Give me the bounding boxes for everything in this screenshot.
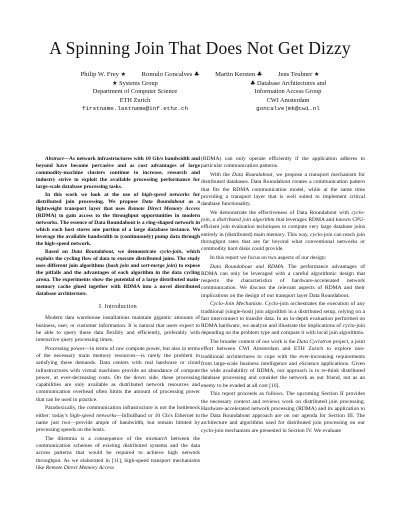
body-paragraph: Modern data warehouse installations maintain gigantic amounts of business, user, or customer information. It is natural that users expect to be able to query these data flexibly and efficiently, preferably with interactive query processing times. (36, 315, 200, 344)
star-icon: ★ (120, 71, 126, 78)
abstract-label: Abstract— (45, 156, 69, 162)
star-icon: ★ (112, 80, 118, 87)
body-paragraph: Data Roundabout and RDMA. The performance advantages of RDMA can only be leveraged with a careful algorithmic design that respects the characteristics of hardware-accelerated network communication. We discuss the relevant aspects of RDMA and their implications on the design of our transport layer Data Roundabout. (201, 263, 365, 299)
body-paragraph: This report proceeds as follows. The upcoming Section II provides the necessary context and reviews work on distributed join processing. Hardware-accelerated network processing (RDMA) and its application to the Data Roundabout approach are on our agenda for Section III. The architecture and algorithms used for distributed join processing on our cyclo-join mechanism are presented in Section IV. We evaluate (201, 391, 365, 434)
body-paragraph: Paradoxically, the communication infrastructure is not the bottleneck either: today's high-speed networks—InfiniBand or 10 Gb/s Ethernet to name just two—provide ample of bandwidth, but remain limited by processing speeds on the hosts. (36, 405, 200, 434)
abstract (36, 156, 200, 298)
email: firstname.lastname@inf.ethz.ch (81, 104, 189, 112)
club-icon: ♣ (256, 71, 263, 78)
abstract-paragraph: In this work we look at the use of high-speed networks for distributed join processing. We propose Data Roundabout as a lightweight transport layer that uses Remote Direct Memory Access (RDMA) to gain access to the throughput opportunities in modern networks. The essence of Data Roundabout is a ring-shaped network in which each host stores one portion of a large database instance. We leverage the available bandwidth to (continuously) pump data through the high-speed network. (36, 192, 200, 247)
body-paragraph: The dilemma is a consequence of the mismatch between the communication schemes of existing distributed systems and the data access patterns that would be required to achieve high network throughput. As we elaborated in [11], high-speed transport mechanisms like Remote Direct Memory Access (36, 435, 200, 471)
right-column (201, 156, 365, 435)
affiliation-eth: ★ Systems Group Department of Computer Science ETH Zurich firstname.lastname@inf.ethz.ch (60, 80, 210, 113)
author: Philip W. Frey ★ (80, 71, 126, 78)
section-heading: I. Introduction (99, 304, 137, 311)
body-paragraph: Cyclo-Join Mechanism. Cyclo-join orchestrates the execution of any traditional (single-host) join algorithm in a distributed setup, relying on a fast interconnect to transfer data. In an in-depth evaluation performed on RDMA hardware, we analyze and illustrate the implications of cyclo-join depending on the problem type and compare it with local join algorithms. (201, 301, 365, 337)
club-icon: ♣ (250, 80, 256, 87)
email: goncalve|mk@cwi.nl (256, 104, 320, 112)
body-paragraph: With the Data Roundabout, we propose a transport mechanism for distributed databases. Data Roundabout creates a communication pattern that fits the RDMA communication model, while at the same time providing a transport layer that is well suited to implement critical database functionality. (201, 172, 365, 207)
body-paragraph: (RDMA) can only operate efficiently if the application adheres to particular communication patterns. (201, 156, 365, 170)
star-icon: ★ (313, 71, 320, 78)
body-paragraph: The broader context of our work is the Data Cyclotron project, a joint effort between CWI Amsterdam and ETH Zurich to explore non-traditional architectures to cope with the ever-increasing requirements from large-scale business intelligence and eScience applications. Given the wide availability of RDMA, our approach is to re-think distributed database processing and consider the network as our friend, not as an enemy to be evaded at all cost [16]. (201, 339, 365, 389)
abstract-paragraph: Based on Data Roundabout, we demonstrate cyclo-join, which exploits the cycling flow of data to execute distributed joins. The study uses different join algorithms (hash join and sort-merge join) to expose the pitfalls and the advantages of each algorithm in the data cycling arena. The experiments show the potential of a large distributed main-memory cache glued together with RDMA into a novel distributed database architecture. (36, 249, 200, 298)
author: Martin Kersten ♣ (215, 71, 263, 78)
affiliation-cwi: ♣ Database Architectures and Information Access Group CWI Amsterdam goncalve|mk@cwi.nl (218, 80, 358, 113)
author: Jens Teubner ★ (277, 71, 320, 78)
paper-title: A Spinning Join That Does Not Get Dizzy (49, 38, 351, 58)
abstract-paragraph: Abstract—As network infrastructures with 10 Gb/s bandwidth and beyond have become pervasive and as cost advantages of large commodity-machine clusters continue to increase, research and industry strive to exploit the available processing performance for large-scale database processing tasks. (36, 156, 200, 190)
left-column (36, 156, 200, 472)
author-line (0, 71, 400, 78)
author: Romulo Goncalves ♣ (141, 71, 200, 78)
body-paragraph: In this report we focus on two aspects of our design: (210, 254, 327, 261)
club-icon: ♣ (194, 71, 200, 78)
body-paragraph: Processing power—in terms of raw compute power, but also in terms of the necessary main memory resources—is rarely the problem in satisfying these demands. Data centers with real hardware or cloud infrastructures with virtual machines provide an abundance of compute power, at ever-decreasing costs. On the down side, these processing capabilities are only available as distributed network resources and communication overhead often limits the amount of processing power that can be used in practice. (36, 345, 200, 403)
body-paragraph: We demonstrate the effectiveness of Data Roundabout with cyclo-join, a distributed join algorithm that leverages RDMA and known CPU-efficient join evaluation techniques to compute very large database joins entirely in (distributed) main memory. This way, cyclo-join can reach join throughput rates that are far beyond what conventional networks or commodity hard disks could provide. (201, 209, 365, 252)
